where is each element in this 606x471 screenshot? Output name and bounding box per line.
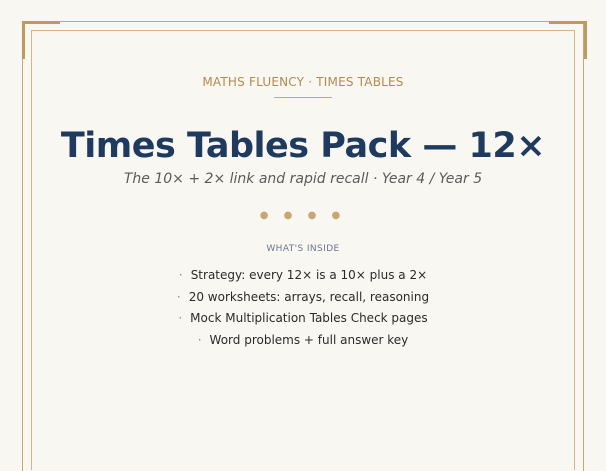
- list-item-text: Word problems + full answer key: [209, 332, 409, 347]
- list-item: [0, 287, 606, 309]
- dot-divider: ● ● ● ●: [259, 210, 347, 221]
- page-title: Times Tables Pack — 12×: [60, 126, 546, 166]
- contents-list: [0, 265, 606, 351]
- eyebrow-label: MATHS FLUENCY · TIMES TABLES: [202, 75, 404, 89]
- corner-ornament-top-right: [549, 21, 587, 59]
- list-item-text: 20 worksheets: arrays, recall, reasoning: [188, 289, 430, 304]
- list-item: [0, 308, 606, 330]
- corner-ornament-top-left: [22, 21, 60, 59]
- list-item-text: Strategy: every 12× is a 10× plus a 2×: [190, 268, 428, 282]
- page-subtitle: The 10× + 2× link and rapid recall · Year 4 / Year 5: [123, 171, 483, 187]
- bullet-icon: ·: [178, 268, 183, 282]
- bullet-icon: ·: [176, 289, 181, 304]
- list-item: [0, 265, 606, 287]
- bullet-icon: ·: [197, 332, 202, 347]
- bullet-icon: ·: [178, 311, 183, 325]
- list-item: [0, 330, 606, 352]
- list-item-text: Mock Multiplication Tables Check pages: [190, 311, 428, 325]
- whats-inside-label: WHAT'S INSIDE: [266, 244, 340, 254]
- eyebrow-underline: [274, 97, 332, 98]
